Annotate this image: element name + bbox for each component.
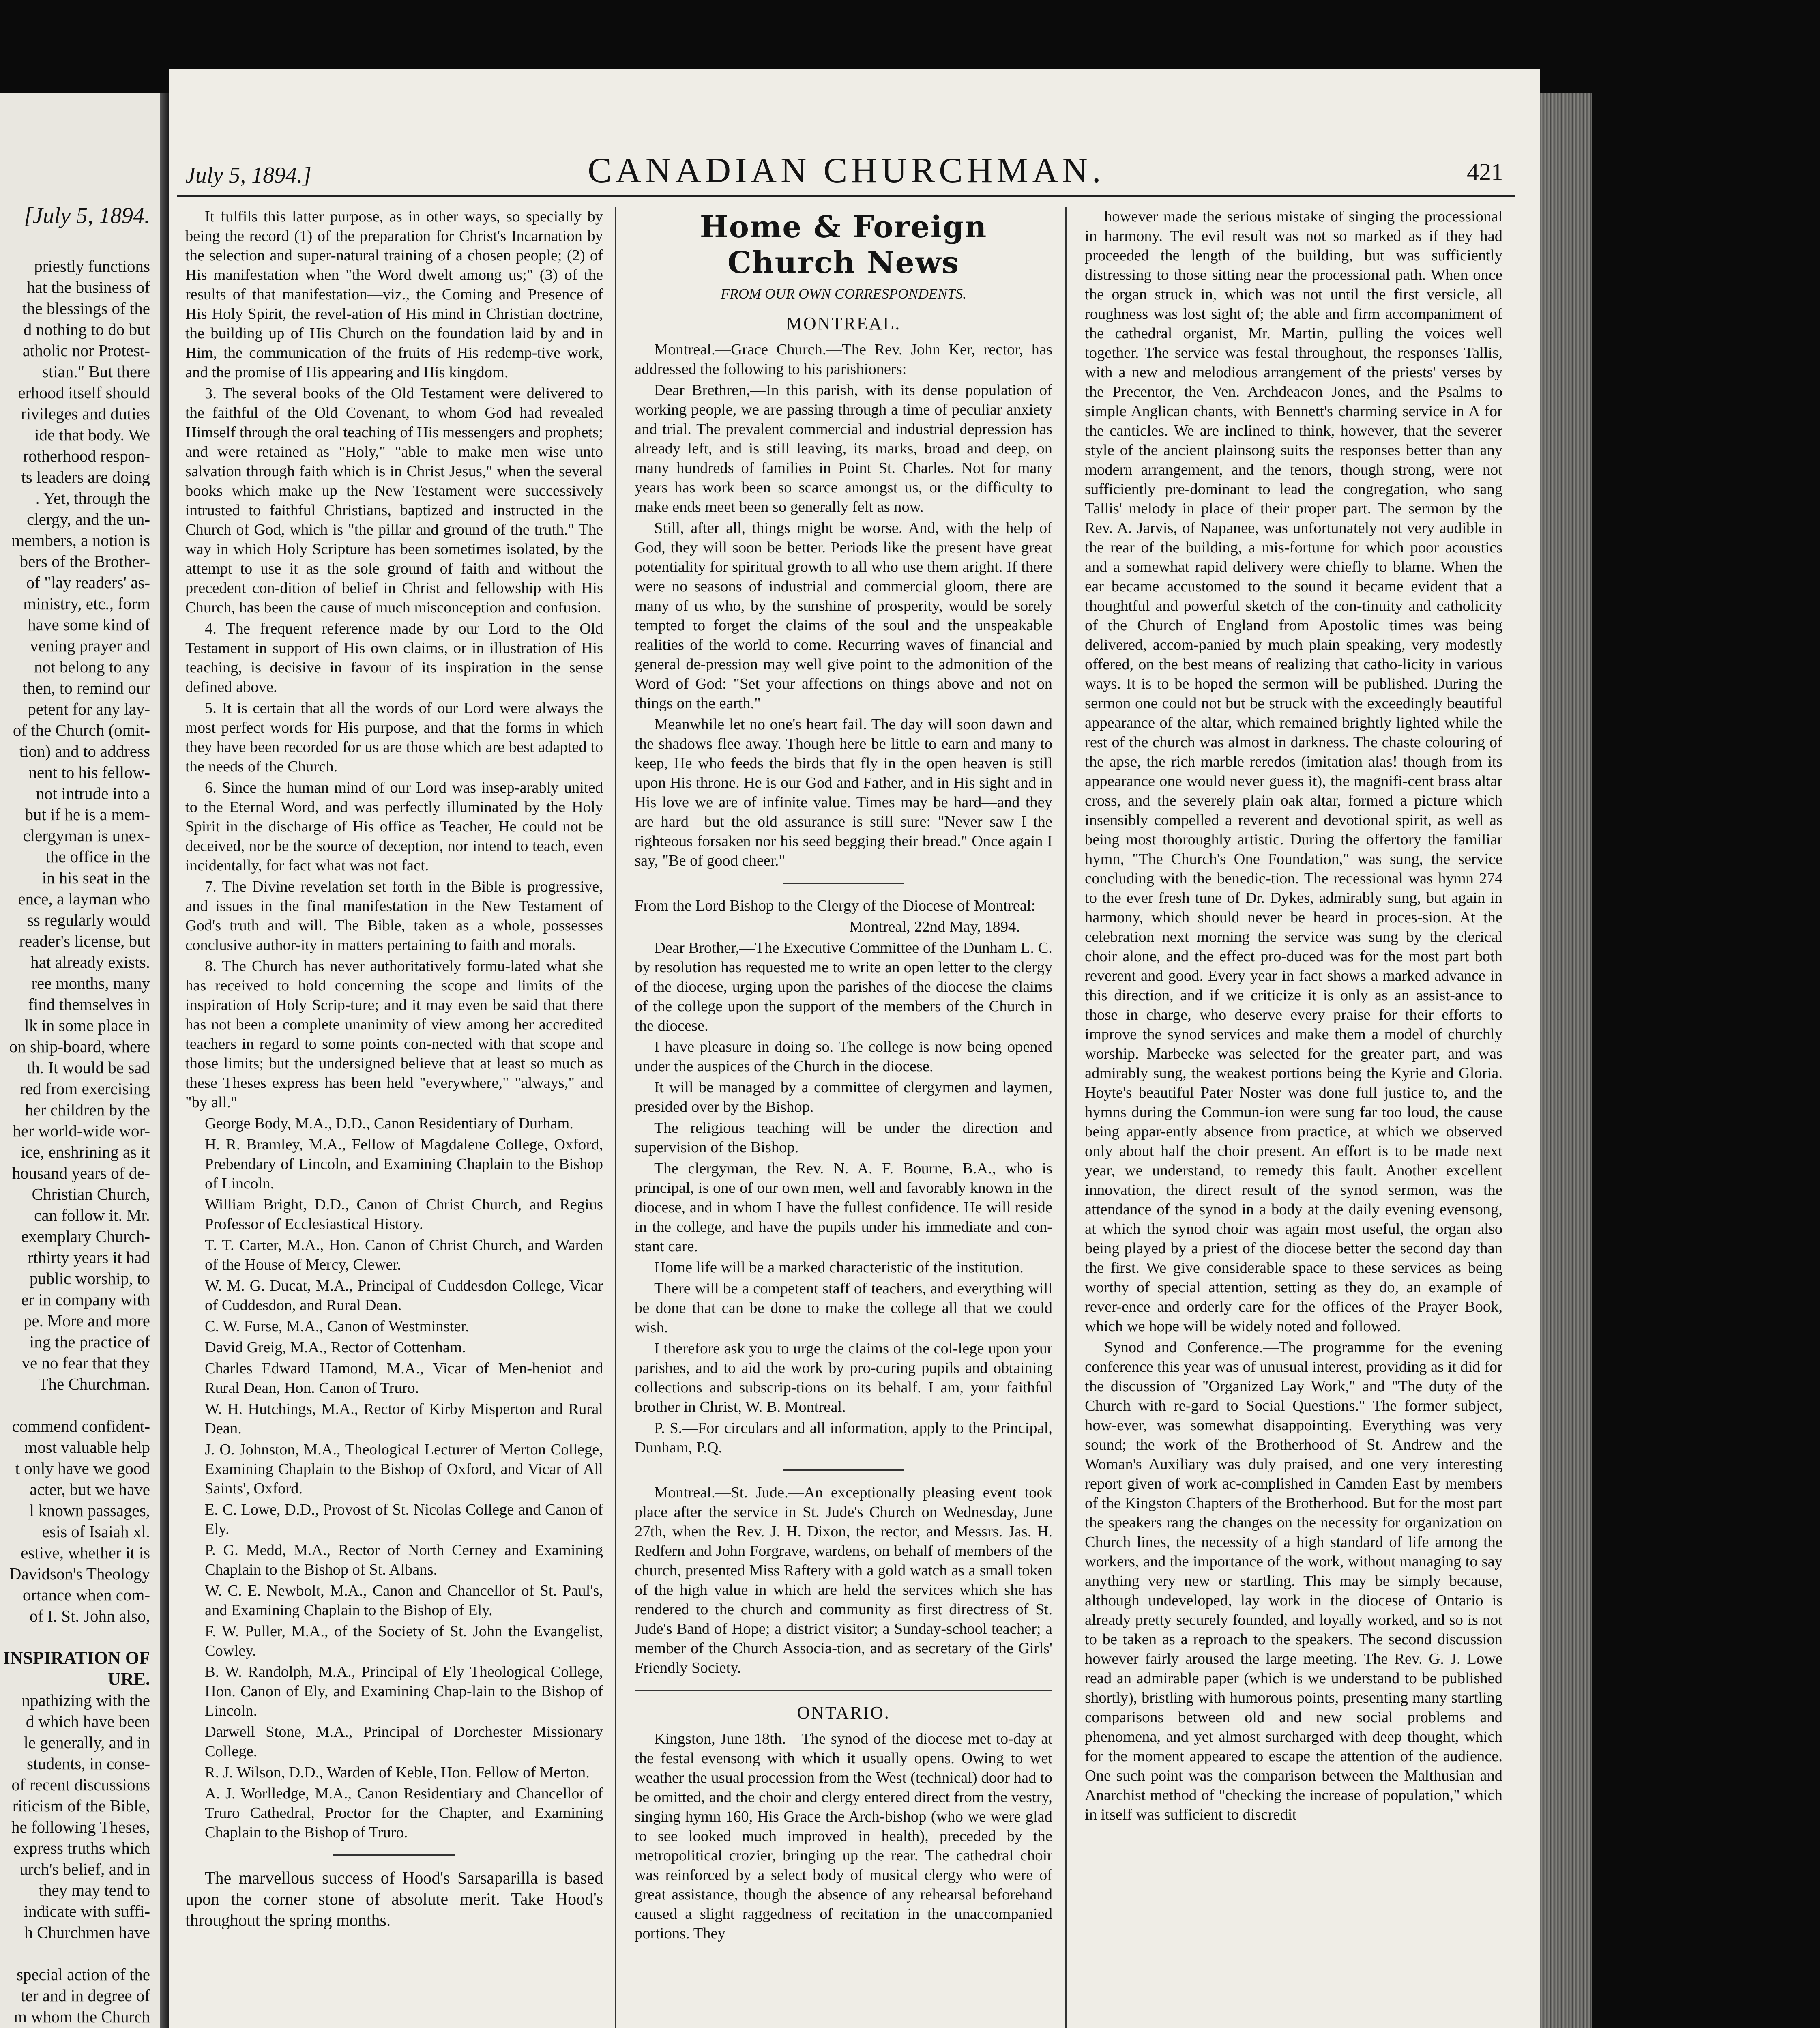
previous-page-line: ence, a layman who [18, 889, 150, 908]
previous-page-line: commend confident- [12, 1417, 150, 1435]
paragraph: Home life will be a marked characteristic of the institution. [654, 1259, 1024, 1276]
paragraph: C. W. Furse, M.A., Canon of Westminster. [205, 1318, 469, 1335]
hoods-sarsaparilla-advert [185, 1868, 603, 1931]
previous-page-line: they may tend to [39, 1881, 150, 1899]
previous-page-line: most valuable help [24, 1438, 150, 1457]
previous-page-header: [July 5, 1894. [24, 203, 150, 228]
paragraph: There will be a competent staff of teachers, and everything will be done that can be done to make the college all that we could wish. [635, 1280, 1052, 1336]
previous-page-line: members, a notion is [11, 531, 150, 550]
paragraph: Synod and Conference.—The programme for the evening conference this year was of unusual interest, providing as it did for the discussion of "Organized Lay Work," and "The duty of the Church with re-gard to Social Questions." The former subject, how-ever, was somewhat disappointing. Everything was very sound; the work of the Brotherhood of St. Andrew and the Woman's Auxiliary was duly praised, and one very interesting report given of work ac-complished in Camden East by members of the Kingston Chapters of the Brotherhood. But for the most part the speakers rang the changes on the necessity for organization on Church lines, the necessity of a high standard of life among the workers, and the importance of the work, without managing to say anything very new or startling. This may be simply because, although undeveloped, lay work in the diocese of Ontario is already pretty securely founded, and loyally worked, and so is not to be taken as a reproach to the speakers. The second discussion however fairly aroused the large meeting. The Rev. G. J. Lowe read an admirable paper (which is we understand to be published shortly), bristling with humorous points, presenting many startling comparisons between old and new social problems and phenomena, and yet almost surcharged with deep thought, which for the moment appeared to escape the attention of the audience. One such point was the comparison between the Malthusian and Anarchist method of "checking the increase of population," which in itself was sufficient to discredit [1085, 1339, 1502, 1823]
previous-page-line: ice, enshrining as it [21, 1143, 150, 1161]
paragraph: F. W. Puller, M.A., of the Society of St. John the Evangelist, Cowley. [205, 1623, 603, 1659]
previous-page-line: URE. [108, 1669, 150, 1689]
paragraph: 4. The frequent reference made by our Lord to the Old Testament in support of His own claims, or in illustration of His teaching, is decisive in favour of its inspiration in the sense defined above. [185, 620, 603, 696]
previous-page-line [0, 1626, 150, 1648]
previous-page-line: rotherhood respon- [23, 447, 150, 465]
previous-page-line: rivileges and duties [21, 404, 150, 423]
paragraph: William Bright, D.D., Canon of Christ Church, and Regius Professor of Ecclesiastical History. [205, 1196, 603, 1233]
previous-page-line: clergy, and the un- [27, 510, 150, 528]
paragraph: P. S.—For circulars and all information, apply to the Principal, Dunham, P.Q. [635, 1420, 1052, 1456]
previous-page-line: ts leaders are doing [21, 468, 150, 486]
paragraph: 3. The several books of the Old Testament were delivered to the faithful of the Old Covenant, to whom God had revealed Himself through the oral teaching of His messengers and prophets; and were retained as "Holy," "able to make men wise unto salvation through faith which is in Christ Jesus," when the several books which make up the New Testament were successively intrusted to faithful Christians, baptized and instructed in the Church of God, which is "the pillar and ground of the truth." The way in which Holy Scripture has been sometimes isolated, by the attempt to use it as the sole ground of faith and without the precedent con-dition of belief in Christ and fellowship with His Church, has been the cause of much misconception and confusion. [185, 385, 603, 616]
paragraph: Dear Brethren,—In this parish, with its dense population of working people, we are passing through a time of peculiar anxiety and trial. The prevalent commercial and industrial depression has already left, and is still leaving, its marks, broad and deep, on many hundreds of families in Point St. Charles. Not for many years has work been so scarce amongst us, or the difficulty to make ends meet been so generally felt as now. [635, 382, 1052, 516]
paragraph: 6. Since the human mind of our Lord was insep-arably united to the Eternal Word, and was perfectly illuminated by the Holy Spirit in the discharge of His office as Teacher, He could not be deceived, nor be the source of deception, nor intend to teach, even incidentally, for fact what was not fact. [185, 779, 603, 874]
paragraph: E. C. Lowe, D.D., Provost of St. Nicolas College and Canon of Ely. [205, 1501, 603, 1538]
previous-page-line: public worship, to [29, 1269, 150, 1288]
column-divider [1065, 207, 1067, 2028]
previous-page-line: er in company with [21, 1290, 150, 1309]
previous-page-line: housand years of de- [12, 1164, 150, 1182]
previous-page-line: red from exercising [19, 1079, 150, 1098]
previous-page-line: d which have been [26, 1712, 150, 1731]
separator-rule [783, 883, 904, 884]
paragraph: Meanwhile let no one's heart fail. The day will soon dawn and the shadows flee away. Though here be little to earn and many to keep, He who feeds the birds that fly in the open heaven is still upon His throne. He is our God and Father, and in His sight and in His love we are of infinite value. Times may be hard—and they are hard—but the old assurance is still sure: "Never saw I the righteous forsaken nor his seed begging their bread." Once again I say, "Be of good cheer." [635, 716, 1052, 869]
previous-page-line: in his seat in the [42, 868, 150, 887]
previous-page-line: reader's license, but [19, 932, 150, 950]
page-stack-edge [1540, 93, 1592, 2028]
previous-page-line: ide that body. We [34, 425, 150, 444]
header-rule [177, 195, 1515, 197]
grace-church-letter [635, 340, 1052, 870]
separator-rule [333, 1854, 455, 1856]
page-header [177, 150, 1515, 191]
column-2 [635, 207, 1052, 2028]
inspiration-theses [185, 207, 603, 1112]
previous-page-line: her children by the [25, 1100, 150, 1119]
paragraph: J. O. Johnston, M.A., Theological Lecturer of Merton College, Examining Chaplain to the Bishop of Oxford, and Vicar of All Saints', Oxford. [205, 1441, 603, 1497]
montreal-heading: MONTREAL. [786, 314, 901, 333]
previous-page-line: ter and in degree of [21, 1986, 150, 2005]
previous-page-line [0, 1394, 150, 1416]
paragraph: I therefore ask you to urge the claims of the col-lege upon your parishes, and to aid the work by pro-curing pupils and obtaining collections and subscrip-tions on its behalf. I am, your faithful brother in Christ, W. B. Montreal. [635, 1340, 1052, 1416]
newspaper-page [169, 69, 1540, 2028]
previous-page-line: not intrude into a [36, 784, 150, 803]
previous-page-line: ss regularly would [27, 911, 150, 929]
previous-page-line: npathizing with the [21, 1691, 150, 1710]
synod-report-continued [1085, 207, 1502, 1824]
previous-page-line: . Yet, through the [35, 489, 150, 507]
previous-page-line: rthirty years it had [28, 1248, 150, 1267]
paragraph: It will be managed by a committee of clergymen and laymen, presided over by the Bishop. [635, 1079, 1052, 1115]
separator-rule [783, 1469, 904, 1471]
previous-page-line: find themselves in [28, 995, 150, 1014]
previous-page-line: but if he is a mem- [25, 805, 150, 824]
paragraph: R. J. Wilson, D.D., Warden of Keble, Hon. Fellow of Merton. [205, 1764, 590, 1781]
masthead-title: CANADIAN CHURCHMAN. [588, 151, 1105, 190]
bishop-letter-intro: From the Lord Bishop to the Clergy of the Diocese of Montreal: [635, 897, 1036, 914]
previous-page-line: students, in conse- [26, 1754, 150, 1773]
column-3 [1085, 207, 1502, 2028]
paragraph: The religious teaching will be under the direction and supervision of the Bishop. [635, 1119, 1052, 1156]
previous-page-line: The Churchman. [38, 1375, 150, 1393]
paragraph: David Greig, M.A., Rector of Cottenham. [205, 1339, 466, 1356]
previous-page-line: of recent discussions [11, 1775, 150, 1794]
section-subtitle: FROM OUR OWN CORRESPONDENTS. [721, 286, 966, 302]
previous-page-line: t only have we good [15, 1459, 150, 1478]
previous-page-line: clergyman is unex- [23, 826, 150, 845]
paragraph: Dear Brother,—The Executive Committee of the Dunham L. C. by resolution has requested me to write an open letter to the clergy of the diocese, urging upon the parishes of the diocese the claims of the college upon the support of the members of the Church in the diocese. [635, 939, 1052, 1034]
previous-page-line: urch's belief, and in [19, 1860, 150, 1878]
page-number: 421 [1467, 159, 1503, 185]
previous-page-line: the office in the [45, 847, 150, 866]
paragraph: however made the serious mistake of singing the processional in harmony. The evil result was not so marked as if they had proceeded the length of the building, but was sufficiently distressing to those sitting near the processional path. When once the organ struck in, which was not until the first versicle, all roughness was lost sight of; the able and firm accompaniment of the cathedral organist, Mr. Martin, pulling the voices well together. The service was festal throughout, the responses Tallis, with a new and melodious arrangement of the priests' verses by the Precentor, the Ven. Archdeacon Jones, and the Psalms to simple Anglican chants, with Bennett's charming service in A for the canticles. We are inclined to think, however, that the severer style of the ancient plainsong suits the responses better than any modern arrangement, and the tenors, though strong, were not sufficiently pre-dominant to lead the congregation, who sang Tallis' melody in place of their proper part. The sermon by the Rev. A. Jarvis, of Napanee, was unfortunately not very audible in the rear of the building, a mis-fortune for which poor acoustics and a somewhat rapid delivery were chiefly to blame. When the ear became accustomed to the sound it became evident that a thoughtful and powerful sketch of the con-tinuity and catholicity of the Church of England from Apostolic times was being delivered, accom-panied by much plain speaking, very modestly offered, on the best means of realizing that catho-licity in various ways. It is to be hoped the sermon will be published. During the sermon one could not but be struck with the exceedingly beautiful appearance of the altar, which remained brightly lighted while the rest of the church was almost in darkness. The chaste colouring of the apse, the rich marble reredos (imitation alas! though from its appearance one would never guess it), the magnifi-cent brass altar cross, and the severely plain oak altar, formed a picture which insensibly compelled a reverent and devotional spirit, as well as being most thoroughly artistic. During the offertory the familiar hymn, "The Church's One Foundation," was sung, the service concluding with the benedic-tion. The recessional was hymn 274 to the ever fresh tune of Dr. Dykes, admirably sung, but again in harmony, which should never be heard in proces-sion. At the celebration next morning the service was sung by the clerical choir alone, and the effect pro-duced was for the most part both reverent and good. Every year in fact shows a marked advance in this direction, and if we criticize it is only as an assist-ance to those in charge, who deserve every praise for their efforts to improve the synod services and make them a model of churchly worship. Marbecke was selected for the greater part, and was admirably sung, the weakest portions being the Kyrie and Gloria. Hoyte's beautiful Pater Noster was done full justice to, and the hymns during the Commun-ion were sung far too loud, the cause being appar-ently absence from practice, at which we observed only about half the choir present. An effort is to be made next year, we understand, to remedy this fault. Another excellent innovation, the direct result of the synod sermon, was the attendance of the synod in a body at the daily evening evensong, at which the synod choir was again most useful, the organ also being played by a priest of the diocese better the second day than the first. We give considerable space to these services as being worthy of special attention, setting as they do, an example of rever-ence and orderly care for the offices of the Prayer Book, which we hope will be widely noted and followed. [1085, 208, 1502, 1335]
previous-page-line: ing the practice of [29, 1332, 150, 1351]
previous-page-line: the blessings of the [22, 299, 150, 318]
paragraph: Still, after all, things might be worse. And, with the help of God, they will soon be better. Periods like the present have great potentiality for spiritual growth to all who use them aright. If there were no seasons of industrial and commercial gloom, there are many of us who, by the sunshine of prosperity, would be sorely tempted to forget the claims of the soul and the unspeakable realities of the world to come. Recurring waves of financial and general de-pression may well give point to the admonition of the Word of God: "Set your affections on things above and not on things on the earth." [635, 520, 1052, 712]
paragraph: W. M. G. Ducat, M.A., Principal of Cuddesdon College, Vicar of Cuddesdon, and Rural Dean. [205, 1277, 603, 1314]
paragraph: It fulfils this latter purpose, as in other ways, so specially by being the record (1) of the preparation for Christ's Incarnation by the selection and super-natural training of a chosen people; (2) of His manifestation when "the Word dwelt among us;" (3) of the results of that manifestation—viz., the Coming and Presence of His Holy Spirit, the revel-ation of His mind in Christian doctrine, the building up of His Church on the foundation laid by and in Him, the communication of the fruits of His redemp-tive work, and the promise of His appearing and His kingdom. [185, 208, 603, 381]
bishop-letter-date: Montreal, 22nd May, 1894. [849, 918, 1020, 935]
previous-page-line: le generally, and in [24, 1733, 150, 1752]
previous-page-line: can follow it. Mr. [34, 1206, 150, 1225]
separator-rule [635, 1690, 1052, 1691]
st-jude-report: Montreal.—St. Jude.—An exceptionally pleasing event took place after the service in St. Jude's Church on Wednesday, June 27th, when the Rev. J. H. Dixon, the rector, and Messrs. Jas. H. Redfern and John Forgrave, wardens, on behalf of members of the church, presented Miss Raftery with a gold watch as a small token of the high value in which are held the services which she has rendered to the church and community as first directress of St. Jude's Band of Hope; a district visitor; a Sunday-school teacher; a member of the Church Associa-tion, and as secretary of the Girls' Friendly Society. [635, 1484, 1052, 1676]
previous-page-line: ve no fear that they [21, 1353, 150, 1372]
advert-text: The marvellous success of Hood's Sarsaparilla is based upon the corner stone of absolute merit. Take Hood's throughout the spring months. [185, 1869, 603, 1930]
previous-page-line: pe. More and more [24, 1311, 150, 1330]
previous-page-line: then, to remind our [22, 679, 150, 697]
paragraph: 8. The Church has never authoritatively formu-lated what she has received to hold concerning the scope and limits of the inspiration of Holy Scrip-ture; and it may even be said that there has not been a complete unanimity of view among her accredited teachers in regard to some points con-nected with that scope and those limits; but the undersigned believe that at least so much as these Theses express has been held "everywhere," "always," and "by all." [185, 958, 603, 1111]
previous-page-line: of I. St. John also, [29, 1607, 150, 1625]
previous-page-line: bers of the Brother- [19, 552, 150, 571]
previous-page-line: indicate with suffi- [24, 1902, 150, 1921]
previous-page-line: m whom the Church [14, 2007, 150, 2026]
previous-page-line: tion) and to address [19, 742, 150, 760]
previous-page-line [0, 1943, 150, 1964]
previous-page-line: stian." But there [42, 362, 150, 381]
paragraph: H. R. Bramley, M.A., Fellow of Magdalene College, Oxford, Prebendary of Lincoln, and Examining Chaplain to the Bishop of Lincoln. [205, 1136, 603, 1192]
paragraph: Charles Edward Hamond, M.A., Vicar of Men-heniot and Rural Dean, Hon. Canon of Truro. [205, 1360, 603, 1396]
previous-page-line: Davidson's Theology [9, 1564, 150, 1583]
header-date: July 5, 1894.] [185, 163, 312, 188]
previous-page-line: acter, but we have [30, 1480, 150, 1499]
ontario-heading: ONTARIO. [797, 1703, 890, 1723]
previous-page-line: exemplary Church- [21, 1227, 150, 1246]
paragraph: Montreal.—Grace Church.—The Rev. John Ker, rector, has addressed the following to his parishioners: [635, 341, 1052, 378]
previous-page-line: vening prayer and [30, 636, 150, 655]
previous-page-line: not belong to any [34, 657, 150, 676]
previous-page-line: d nothing to do but [23, 320, 150, 339]
bishop-letter [635, 938, 1052, 1457]
previous-page-line: ministry, etc., form [23, 594, 150, 613]
previous-page-line: estive, whether it is [21, 1543, 150, 1562]
paragraph: George Body, M.A., D.D., Canon Residentiary of Durham. [205, 1115, 573, 1132]
previous-page-line: nent to his fellow- [28, 763, 150, 782]
previous-page-line: express truths which [13, 1839, 150, 1857]
column-divider [615, 207, 616, 2028]
signatories-list [185, 1114, 603, 1842]
previous-page-line: hat the business of [26, 278, 150, 296]
previous-page-line: esis of Isaiah xl. [42, 1522, 150, 1541]
previous-page-line: Christian Church, [32, 1185, 150, 1203]
column-1 [185, 207, 603, 2028]
previous-page-column [0, 256, 150, 2028]
section-title: Home & Foreign Church News [700, 210, 987, 280]
previous-page-line: ree months, many [31, 974, 150, 993]
paragraph: W. C. E. Newbolt, M.A., Canon and Chancellor of St. Paul's, and Examining Chaplain to the Bishop of Ely. [205, 1582, 603, 1619]
previous-page-line: ortance when com- [22, 1585, 150, 1604]
previous-page-line: her world-wide wor- [13, 1121, 150, 1140]
book-gutter [160, 93, 169, 2028]
previous-page-line: atholic nor Protest- [22, 341, 150, 360]
previous-page-line: riticism of the Bible, [12, 1796, 150, 1815]
previous-page-line: INSPIRATION OF [3, 1648, 150, 1668]
paragraph: W. H. Hutchings, M.A., Rector of Kirby Misperton and Rural Dean. [205, 1401, 603, 1437]
previous-page-line: erhood itself should [18, 383, 150, 402]
kingston-synod-report: Kingston, June 18th.—The synod of the diocese met to-day at the festal evensong with which it usually opens. Owing to wet weather the usual procession from the West (technical) door had to be omitted, and the choir and clergy entered direct from the vestry, singing hymn 160, His Grace the Arch-bishop (who we were glad to see looked much improved in health), preceded by the metropolitical crozier, bringing up the rear. The cathedral choir was reinforced by a select body of musical clergy who were of great assistance, though the absence of any rehearsal beforehand caused a slight raggedness of recitation in the unaccompanied portions. They [635, 1730, 1052, 1942]
paragraph: 7. The Divine revelation set forth in the Bible is progressive, and issues in the final manifestation in the New Testament of God's truth and will. The Bible, taken as a whole, possesses conclusive author-ity in matters pertaining to faith and morals. [185, 878, 603, 954]
previous-page-line: he following Theses, [11, 1817, 150, 1836]
paragraph: Darwell Stone, M.A., Principal of Dorchester Missionary College. [205, 1723, 603, 1760]
paragraph: P. G. Medd, M.A., Rector of North Cerney and Examining Chaplain to the Bishop of St. Albans. [205, 1542, 603, 1578]
previous-page-line: have some kind of [28, 615, 150, 634]
previous-page-line: petent for any lay- [28, 700, 150, 718]
previous-page-line: h Churchmen have [24, 1923, 150, 1942]
previous-page-line: lk in some place in [24, 1016, 150, 1035]
paragraph: 5. It is certain that all the words of our Lord were always the most perfect words for His purpose, and that the forms in which they have been recorded for us are those which are best adapted to the needs of the Church. [185, 700, 603, 775]
previous-page-line: on ship-board, where [9, 1037, 150, 1056]
paragraph: B. W. Randolph, M.A., Principal of Ely Theological College, Hon. Canon of Ely, and Examining Chap-lain to the Bishop of Lincoln. [205, 1663, 603, 1719]
previous-page-line: l known passages, [29, 1501, 150, 1520]
previous-page-line: of "lay readers' as- [26, 573, 150, 592]
paragraph: I have pleasure in doing so. The college is now being opened under the auspices of the Church in the diocese. [635, 1038, 1052, 1075]
paragraph: A. J. Worlledge, M.A., Canon Residentiary and Chancellor of Truro Cathedral, Proctor for the Chapter, and Examining Chaplain to the Bishop of Truro. [205, 1785, 603, 1841]
paragraph: T. T. Carter, M.A., Hon. Canon of Christ Church, and Warden of the House of Mercy, Clewer. [205, 1237, 603, 1273]
previous-page-line: th. It would be sad [26, 1058, 150, 1077]
previous-page-line: special action of the [16, 1965, 150, 1984]
paragraph: The clergyman, the Rev. N. A. F. Bourne, B.A., who is principal, is one of our own men, well and favorably known in the diocese, and in whom I have the fullest confidence. He will reside in the college, and have the pupils under his immediate and con-stant care. [635, 1160, 1052, 1255]
previous-page-line: of the Church (omit- [13, 721, 150, 739]
previous-page-sliver [0, 93, 160, 2028]
previous-page-line: priestly functions [34, 257, 150, 275]
previous-page-line: hat already exists. [30, 953, 150, 971]
